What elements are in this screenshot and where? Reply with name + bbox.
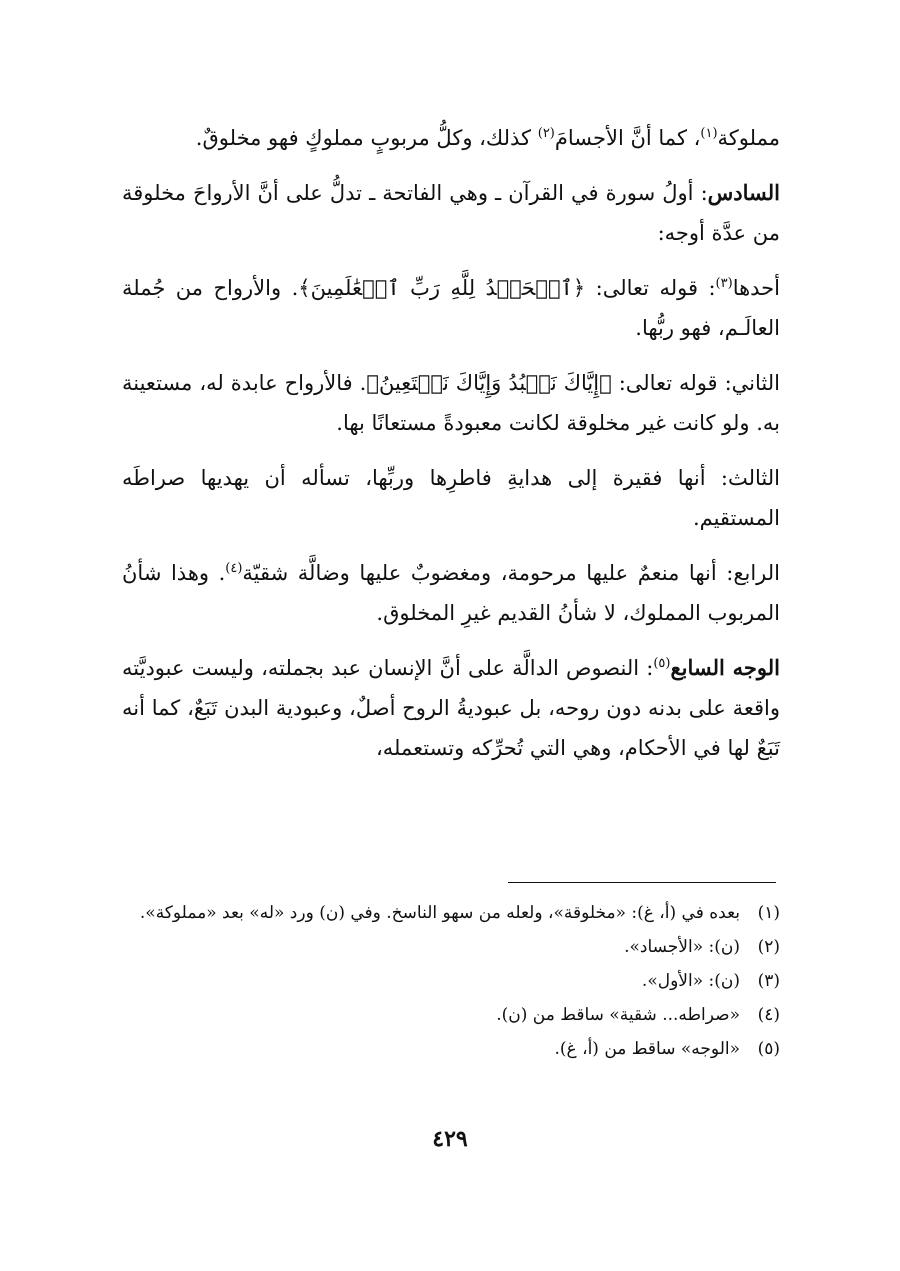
footnote-number: (٤) bbox=[757, 1005, 780, 1025]
paragraph-7 bbox=[122, 648, 780, 768]
footnote-5 bbox=[122, 1032, 780, 1066]
text-run: الثاني: قوله تعالى: ﴿إِيَّاكَ نَعۡبُدُ وَإِيَّاكَ نَسۡتَعِينُ﴾. فالأرواح عابدة له، مستعينة به. ولو كانت غير مخلوقة لكانت معبودةً مستعانًا بها. bbox=[122, 371, 780, 435]
text-run: : أولُ سورة في القرآن ـ وهي الفاتحة ـ تدلُّ على أنَّ الأرواحَ مخلوقة من عدَّة أوجه: bbox=[122, 181, 780, 245]
footnote-2 bbox=[122, 930, 780, 964]
footnote-text: (ن): «الأجساد». bbox=[624, 937, 740, 957]
main-text bbox=[122, 118, 780, 783]
text-run: الرابع: أنها منعمٌ عليها مرحومة، ومغضوبٌ عليها وضالَّة شقيّة bbox=[242, 561, 781, 585]
footnote-1 bbox=[122, 896, 780, 930]
text-run: مملوكة bbox=[717, 126, 780, 150]
text-run: : قوله تعالى: ﴿ٱلۡحَمۡدُ لِلَّهِ رَبِّ ٱلۡعَٰلَمِينَ﴾. والأرواح من جُملة العالَـم، فهو ربُّها. bbox=[122, 276, 780, 340]
footnote-text: بعده في (أ، غ): «مخلوقة»، ولعله من سهو الناسخ. وفي (ن) ورد «له» بعد «مملوكة». bbox=[139, 903, 740, 923]
paragraph-4 bbox=[122, 363, 780, 443]
footnote-ref[interactable]: (٢) bbox=[537, 126, 555, 141]
paragraph-5 bbox=[122, 458, 780, 538]
footnote-number: (١) bbox=[757, 903, 780, 923]
footnote-number: (٥) bbox=[757, 1039, 780, 1059]
text-run: أحدها bbox=[732, 276, 780, 300]
paragraph-2 bbox=[122, 173, 780, 253]
paragraph-heading: الوجه السابع bbox=[670, 655, 780, 680]
text-run: ، كما أنَّ الأجسامَ bbox=[554, 126, 701, 150]
text-run: الثالث: أنها فقيرة إلى هدايةِ فاطرِها وربِّها، تسأله أن يهديها صراطَه المستقيم. bbox=[122, 466, 780, 530]
paragraph-3 bbox=[122, 268, 780, 348]
page-number: ٤٢٩ bbox=[432, 1126, 468, 1152]
text-run: . وهذا شأنُ المربوب المملوك، لا شأنُ القديم غيرِ المخلوق. bbox=[122, 561, 780, 625]
footnote-3 bbox=[122, 964, 780, 998]
footnote-4 bbox=[122, 998, 780, 1032]
footnote-ref[interactable]: (١) bbox=[700, 126, 718, 141]
footnotes bbox=[122, 896, 780, 1066]
footnote-ref[interactable]: (٣) bbox=[715, 276, 733, 291]
footnote-text: «الوجه» ساقط من (أ، غ). bbox=[554, 1039, 740, 1059]
paragraph-1 bbox=[122, 118, 780, 158]
text-run: كذلك، وكلُّ مربوبٍ مملوكٍ فهو مخلوقٌ. bbox=[195, 126, 538, 150]
paragraph-6 bbox=[122, 553, 780, 633]
footnote-text: «صراطه... شقية» ساقط من (ن). bbox=[496, 1005, 740, 1025]
footnote-divider bbox=[508, 882, 776, 883]
footnote-ref[interactable]: (٤) bbox=[225, 561, 243, 576]
text-run: : النصوص الدالَّة على أنَّ الإنسان عبد بجملته، وليست عبوديَّته واقعة على بدنه دون روحه، بل عبوديةُ الروح أصلٌ، وعبودية البدن تَبَعٌ، كما أنه تَبَعٌ لها في الأحكام، وهي التي تُحرِّكه وتستعمله، bbox=[122, 656, 780, 760]
footnote-ref[interactable]: (٥) bbox=[653, 656, 671, 671]
paragraph-heading: السادس bbox=[707, 180, 780, 205]
footnote-number: (٣) bbox=[757, 971, 780, 991]
footnote-text: (ن): «الأول». bbox=[641, 971, 740, 991]
footnote-number: (٢) bbox=[757, 937, 780, 957]
